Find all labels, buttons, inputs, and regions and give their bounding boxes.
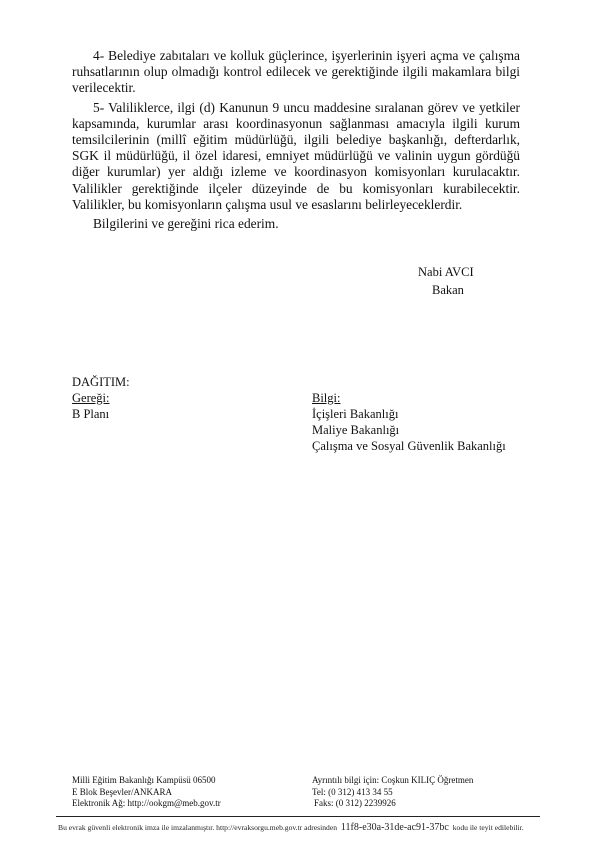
action-label: Gereği: xyxy=(72,391,110,405)
closing-sentence: Bilgilerini ve gereğini rica ederim. xyxy=(93,216,279,232)
address-line: Milli Eğitim Bakanlığı Kampüsü 06500 xyxy=(72,775,216,785)
letter-body xyxy=(72,48,520,235)
action-recipient: B Planı xyxy=(72,407,110,421)
action-recipients xyxy=(72,390,312,454)
distribution-list xyxy=(72,374,532,454)
signature-block xyxy=(418,263,474,299)
info-recipient: İçişleri Bakanlığı xyxy=(312,407,399,421)
info-recipient: Maliye Bakanlığı xyxy=(312,423,400,437)
verification-suffix: kodu ile teyit edilebilir. xyxy=(452,823,524,832)
contact-footer xyxy=(72,775,532,810)
signatory-title: Bakan xyxy=(432,283,464,297)
paragraph-item-4: 4- Belediye zabıtaları ve kolluk güçlerince, işyerlerinin işyeri açma ve çalışma ruhsatlarının olup olmadığı kontrol edilecek ve gerektiğinde ilgili makamlara bilgi verilecektir. xyxy=(72,48,520,96)
footer-divider xyxy=(56,816,540,817)
info-label: Bilgi: xyxy=(312,391,341,405)
distribution-heading: DAĞITIM: xyxy=(72,375,130,389)
verification-note xyxy=(58,822,524,833)
fax-number: Faks: (0 312) 2239926 xyxy=(314,798,396,808)
phone-number: Tel: (0 312) 413 34 55 xyxy=(312,786,393,797)
address-block xyxy=(72,775,312,810)
address-line: E Blok Beşevler/ANKARA xyxy=(72,786,172,797)
contact-person: Ayrıntılı bilgi için: Coşkun KILIÇ Öğretmen xyxy=(312,775,474,785)
contact-block xyxy=(312,775,532,810)
paragraph-item-5: 5- Valiliklerce, ilgi (d) Kanunun 9 uncu maddesine sıralanan görev ve yetkiler kapsamında, kurumlar arası koordinasyonun sağlanması amacıyla ilgili kurum temsilcilerinin (millî eğitim müdürlüğü, ilgili belediye başkanlığı, defterdarlık, SGK il müdürlüğü, il özel idaresi, emniyet müdürlüğü ve valinin uygun gördüğü diğer kurumlar) yer aldığı izleme ve koordinasyon komisyonları kurulacaktır. Valilikler gerektiğinde ilçeler düzeyinde de bu komisyonları kurabilecektir. Valilikler, bu komisyonların çalışma usul ve esaslarını belirleyeceklerdir. xyxy=(72,99,520,212)
verification-code: 11f8-e30a-31de-ac91-37bc xyxy=(340,822,449,833)
verification-prefix: Bu evrak güvenli elektronik imza ile imzalanmıştır. http://evraksorgu.meb.gov.tr adresinden xyxy=(58,823,337,832)
info-recipients xyxy=(312,390,532,454)
info-recipient: Çalışma ve Sosyal Güvenlik Bakanlığı xyxy=(312,439,506,453)
signatory-name: Nabi AVCI xyxy=(418,265,474,279)
email-line: Elektronik Ağ: http://ookgm@meb.gov.tr xyxy=(72,798,221,808)
